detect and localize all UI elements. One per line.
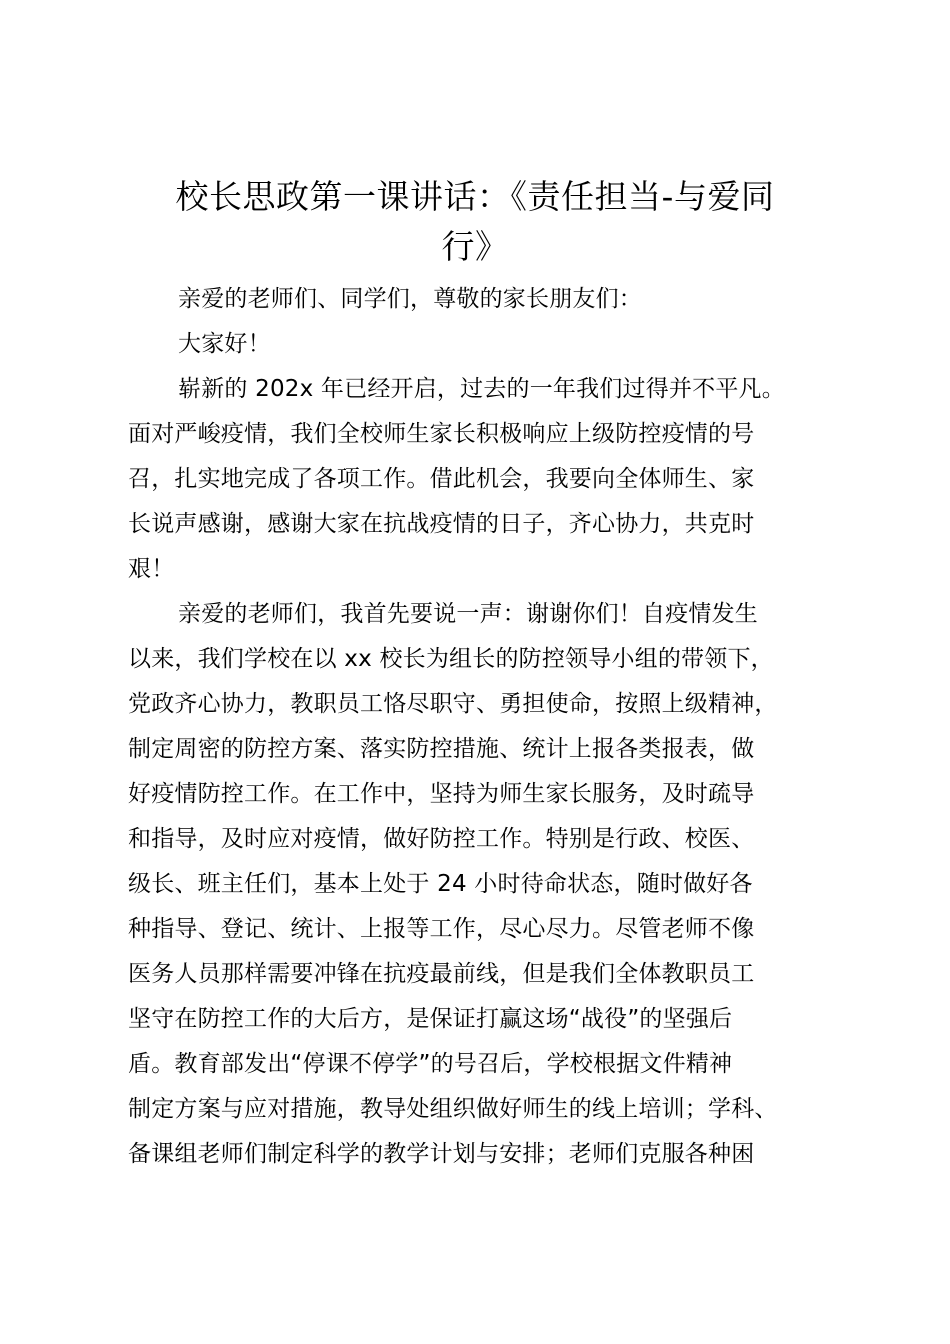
- paragraph-line: 制定周密的防控方案、落实防控措施、统计上报各类报表，做: [128, 736, 755, 762]
- paragraph-line: 种指导、登记、统计、上报等工作，尽心尽力。尽管老师不像: [128, 916, 755, 942]
- paragraph-line: 医务人员那样需要冲锋在抗疫最前线，但是我们全体教职员工: [128, 961, 755, 987]
- salutation-line: 亲爱的老师们、同学们，尊敬的家长朋友们：: [178, 286, 642, 312]
- paragraph-line: 制定方案与应对措施，教导处组织做好师生的线上培训；学科、: [128, 1096, 778, 1122]
- paragraph-line: 坚守在防控工作的大后方，是保证打赢这场“战役”的坚强后: [128, 1006, 733, 1032]
- greeting-line: 大家好！: [178, 331, 271, 357]
- paragraph-line: 级长、班主任们，基本上处于 24 小时待命状态，随时做好各: [128, 871, 753, 897]
- paragraph-line: 和指导，及时应对疫情，做好防控工作。特别是行政、校医、: [128, 826, 755, 852]
- document-title: [0, 172, 950, 272]
- title-line: 校长思政第一课讲话：《责任担当-与爱同: [175, 177, 775, 216]
- paragraph-line: 盾。教育部发出“停课不停学”的号召后，学校根据文件精神: [128, 1051, 733, 1077]
- paragraph-line: 崭新的 202x 年已经开启，过去的一年我们过得并不平凡。: [178, 376, 785, 402]
- paragraph-line: 面对严峻疫情，我们全校师生家长积极响应上级防控疫情的号: [128, 421, 755, 447]
- document-body: [128, 277, 858, 1177]
- paragraph-line: 党政齐心协力，教职员工恪尽职守、勇担使命，按照上级精神，: [128, 691, 778, 717]
- paragraph-line: 亲爱的老师们，我首先要说一声：谢谢你们！自疫情发生: [178, 601, 758, 627]
- paragraph-line: 备课组老师们制定科学的教学计划与安排；老师们克服各种困: [128, 1141, 755, 1167]
- paragraph-line: 以来，我们学校在以 xx 校长为组长的防控领导小组的带领下，: [128, 646, 774, 672]
- title-line: 行》: [441, 227, 509, 266]
- paragraph-line: 好疫情防控工作。在工作中，坚持为师生家长服务，及时疏导: [128, 781, 755, 807]
- paragraph-line: 召，扎实地完成了各项工作。借此机会，我要向全体师生、家: [128, 466, 755, 492]
- paragraph-line: 长说声感谢，感谢大家在抗战疫情的日子，齐心协力，共克时: [128, 511, 755, 537]
- paragraph-line: 艰！: [128, 556, 175, 582]
